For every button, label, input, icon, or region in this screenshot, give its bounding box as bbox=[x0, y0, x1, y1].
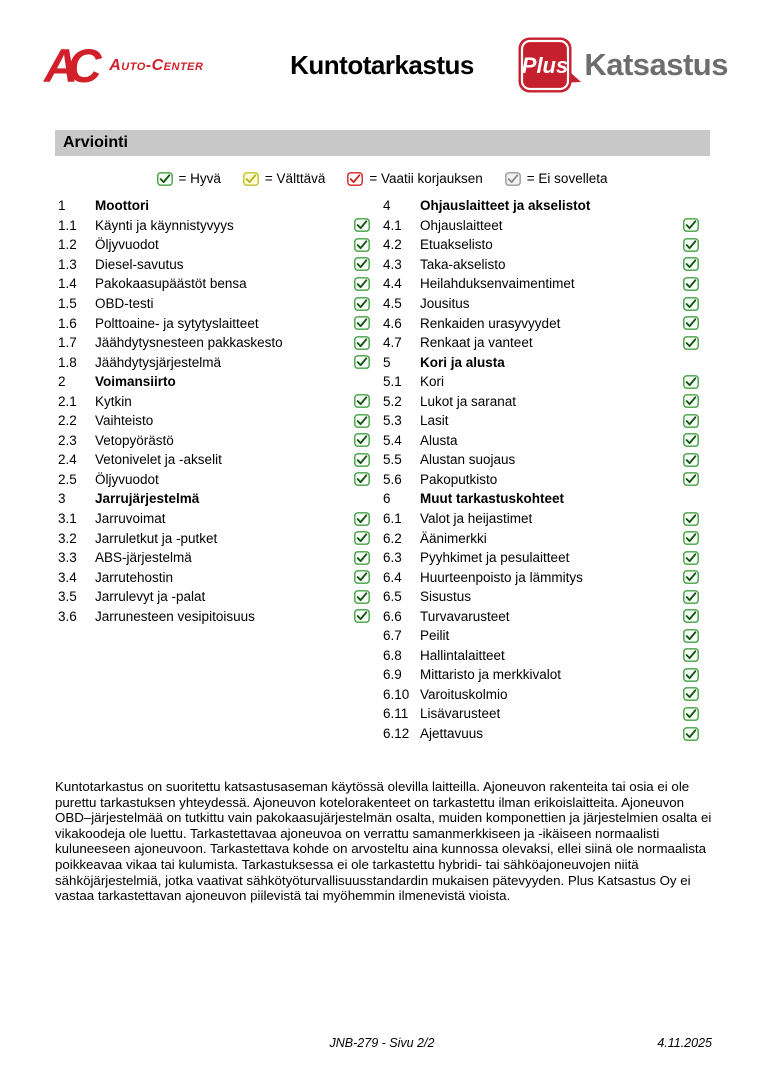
item-label: Lasit bbox=[420, 413, 449, 429]
item-number: 4.3 bbox=[383, 256, 402, 272]
item-label: Jarrulevyt ja -palat bbox=[95, 589, 206, 605]
item-number: 6.3 bbox=[383, 550, 402, 566]
checklist-row bbox=[58, 313, 370, 333]
item-label: Kytkin bbox=[95, 393, 132, 409]
checklist-row bbox=[383, 411, 699, 431]
check-icon-good bbox=[683, 277, 699, 291]
item-number: 6.5 bbox=[383, 589, 402, 605]
footer-page-reference: JNB-279 - Sivu 2/2 bbox=[329, 1036, 435, 1050]
item-number: 6.4 bbox=[383, 569, 402, 585]
item-label: Sisustus bbox=[420, 589, 472, 605]
item-number: 4.7 bbox=[383, 335, 402, 351]
checklist-row bbox=[58, 216, 370, 236]
item-label: Pakoputkisto bbox=[420, 471, 498, 487]
item-number: 3 bbox=[58, 491, 66, 507]
checklist-row bbox=[383, 274, 699, 294]
item-label: Pyyhkimet ja pesulaitteet bbox=[420, 550, 570, 566]
checklist-row bbox=[383, 646, 699, 666]
check-icon-na bbox=[505, 172, 521, 186]
item-label: Lisävarusteet bbox=[420, 706, 501, 722]
checklist-row bbox=[383, 235, 699, 255]
legend-label: = Hyvä bbox=[178, 171, 221, 186]
legend-item-fair bbox=[243, 171, 325, 186]
check-icon-good bbox=[683, 336, 699, 350]
item-label: Taka-akselisto bbox=[420, 256, 506, 272]
item-number: 1.7 bbox=[58, 335, 77, 351]
item-label: Vaihteisto bbox=[95, 413, 154, 429]
checklist-row bbox=[58, 333, 370, 353]
checklist-row bbox=[383, 567, 699, 587]
check-icon-good bbox=[354, 590, 370, 604]
katsastus-logo-text: Katsastus bbox=[584, 47, 728, 82]
item-number: 6.2 bbox=[383, 530, 402, 546]
auto-center-logo-mark: AC bbox=[44, 39, 92, 92]
item-label: Voimansiirto bbox=[95, 374, 176, 390]
check-icon-good bbox=[354, 218, 370, 232]
checklist-row bbox=[383, 587, 699, 607]
item-number: 6.6 bbox=[383, 608, 402, 624]
checklist-row bbox=[383, 470, 699, 490]
checklist-row bbox=[58, 509, 370, 529]
checklist-row bbox=[58, 567, 370, 587]
checklist-section-header bbox=[58, 372, 370, 392]
checklist-column-right bbox=[383, 196, 699, 743]
item-label: Turvavarusteet bbox=[420, 608, 510, 624]
checklist-row bbox=[58, 470, 370, 490]
item-number: 6.8 bbox=[383, 647, 402, 663]
check-icon-good bbox=[683, 375, 699, 389]
plus-badge-icon bbox=[517, 36, 583, 94]
checklist-row bbox=[58, 411, 370, 431]
check-icon-fair bbox=[243, 172, 259, 186]
checklist-row bbox=[383, 333, 699, 353]
check-icon-good bbox=[683, 257, 699, 271]
checklist-section-header bbox=[58, 489, 370, 509]
check-icon-good bbox=[683, 707, 699, 721]
checklist-row bbox=[383, 548, 699, 568]
check-icon-good bbox=[683, 453, 699, 467]
item-number: 1.4 bbox=[58, 276, 77, 292]
check-icon-good bbox=[683, 668, 699, 682]
item-label: Alustan suojaus bbox=[420, 452, 516, 468]
item-label: Moottori bbox=[95, 198, 149, 214]
check-icon-good bbox=[157, 172, 173, 186]
item-label: Hallintalaitteet bbox=[420, 647, 505, 663]
item-number: 1.2 bbox=[58, 237, 77, 253]
item-number: 5.3 bbox=[383, 413, 402, 429]
checklist-row bbox=[383, 450, 699, 470]
item-label: Öljyvuodot bbox=[95, 237, 159, 253]
item-number: 1 bbox=[58, 198, 66, 214]
item-number: 5.2 bbox=[383, 393, 402, 409]
checklist-column-left bbox=[58, 196, 370, 626]
checklist-row bbox=[383, 724, 699, 744]
check-icon-good bbox=[354, 609, 370, 623]
check-icon-good bbox=[683, 218, 699, 232]
item-label: Kori ja alusta bbox=[420, 354, 505, 370]
check-icon-good bbox=[354, 512, 370, 526]
item-number: 5.5 bbox=[383, 452, 402, 468]
item-number: 1.6 bbox=[58, 315, 77, 331]
item-label: Etuakselisto bbox=[420, 237, 493, 253]
check-icon-good bbox=[683, 551, 699, 565]
item-label: Vetopyörästö bbox=[95, 432, 174, 448]
checklist-row bbox=[383, 294, 699, 314]
item-label: Jäähdytysjärjestelmä bbox=[95, 354, 222, 370]
check-icon-good bbox=[683, 648, 699, 662]
checklist-row bbox=[58, 548, 370, 568]
check-icon-good bbox=[354, 433, 370, 447]
item-label: Jarrunesteen vesipitoisuus bbox=[95, 608, 255, 624]
check-icon-repair bbox=[347, 172, 363, 186]
checklist-row bbox=[58, 528, 370, 548]
check-icon-good bbox=[354, 570, 370, 584]
item-label: Peilit bbox=[420, 628, 450, 644]
item-label: Äänimerkki bbox=[420, 530, 487, 546]
item-label: Ohjauslaitteet bbox=[420, 217, 503, 233]
item-label: Kori bbox=[420, 374, 445, 390]
item-label: Renkaiden urasyvyydet bbox=[420, 315, 561, 331]
check-icon-good bbox=[354, 414, 370, 428]
plus-katsastus-logo bbox=[517, 36, 728, 94]
item-number: 3.3 bbox=[58, 550, 77, 566]
check-icon-good bbox=[683, 238, 699, 252]
check-icon-good bbox=[354, 472, 370, 486]
checklist-row bbox=[383, 606, 699, 626]
check-icon-good bbox=[683, 414, 699, 428]
item-label: Varoituskolmio bbox=[420, 686, 508, 702]
checklist-row bbox=[58, 235, 370, 255]
item-number: 2.5 bbox=[58, 471, 77, 487]
item-label: Käynti ja käynnistyvyys bbox=[95, 217, 234, 233]
legend-item-na bbox=[505, 171, 608, 186]
checklist-row bbox=[383, 685, 699, 705]
check-icon-good bbox=[683, 590, 699, 604]
plus-badge-text: Plus bbox=[522, 53, 569, 78]
checklist-row bbox=[383, 528, 699, 548]
item-label: Heilahduksenvaimentimet bbox=[420, 276, 575, 292]
item-label: ABS-järjestelmä bbox=[95, 550, 192, 566]
check-icon-good bbox=[354, 238, 370, 252]
item-label: Jousitus bbox=[420, 296, 470, 311]
page-title: Kuntotarkastus bbox=[290, 50, 474, 80]
item-label: Jarrutehostin bbox=[95, 569, 174, 585]
item-label: Huurteenpoisto ja lämmitys bbox=[420, 569, 583, 585]
check-icon-good bbox=[683, 297, 699, 311]
item-number: 4.6 bbox=[383, 315, 402, 331]
check-icon-good bbox=[683, 316, 699, 330]
item-label: Muut tarkastuskohteet bbox=[420, 491, 565, 507]
checklist-row bbox=[383, 372, 699, 392]
item-label: Diesel-savutus bbox=[95, 256, 184, 272]
item-number: 3.1 bbox=[58, 511, 77, 527]
check-icon-good bbox=[354, 531, 370, 545]
checklist-row bbox=[58, 294, 370, 314]
checklist-row bbox=[383, 431, 699, 451]
item-number: 5 bbox=[383, 354, 391, 370]
item-label: Jäähdytysnesteen pakkaskesto bbox=[95, 335, 283, 351]
legend-label: = Vaatii korjauksen bbox=[369, 171, 483, 186]
item-label: Polttoaine- ja sytytyslaitteet bbox=[95, 315, 259, 331]
checklist-section-header bbox=[58, 196, 370, 216]
check-icon-good bbox=[354, 297, 370, 311]
checklist-row bbox=[58, 450, 370, 470]
item-number: 5.1 bbox=[383, 374, 402, 390]
check-icon-good bbox=[683, 512, 699, 526]
status-legend bbox=[0, 171, 764, 186]
checklist-row bbox=[58, 606, 370, 626]
item-label: Vetonivelet ja -akselit bbox=[95, 452, 222, 468]
legend-item-good bbox=[157, 171, 221, 186]
check-icon-good bbox=[354, 316, 370, 330]
item-number: 6.1 bbox=[383, 511, 402, 527]
item-number: 2 bbox=[58, 374, 66, 390]
item-label: Pakokaasupäästöt bensa bbox=[95, 276, 247, 292]
item-number: 5.6 bbox=[383, 471, 402, 487]
check-icon-good bbox=[354, 394, 370, 408]
checklist-section-header bbox=[383, 489, 699, 509]
legend-item-repair bbox=[347, 171, 482, 186]
item-number: 4.2 bbox=[383, 237, 402, 253]
checklist-row bbox=[58, 391, 370, 411]
item-number: 6 bbox=[383, 491, 391, 507]
item-number: 6.7 bbox=[383, 628, 402, 644]
item-number: 3.2 bbox=[58, 530, 77, 546]
item-number: 1.1 bbox=[58, 217, 77, 233]
item-label: Jarruletkut ja -putket bbox=[95, 530, 218, 546]
item-label: Mittaristo ja merkkivalot bbox=[420, 667, 562, 683]
checklist-row bbox=[58, 431, 370, 451]
item-number: 1.3 bbox=[58, 256, 77, 272]
item-label: Jarrujärjestelmä bbox=[95, 491, 200, 507]
checklist-section-header bbox=[383, 196, 699, 216]
checklist-row bbox=[383, 626, 699, 646]
legend-label: = Ei sovelleta bbox=[526, 171, 608, 186]
footer-date: 4.11.2025 bbox=[657, 1036, 712, 1050]
checklist-row bbox=[383, 704, 699, 724]
checklist-row bbox=[383, 255, 699, 275]
auto-center-logo-text: Auto-Center bbox=[109, 56, 204, 74]
item-number: 2.4 bbox=[58, 452, 77, 468]
check-icon-good bbox=[354, 336, 370, 350]
item-number: 4 bbox=[383, 198, 391, 214]
check-icon-good bbox=[683, 609, 699, 623]
checklist-row bbox=[58, 352, 370, 372]
item-number: 6.11 bbox=[383, 706, 409, 722]
check-icon-good bbox=[354, 551, 370, 565]
item-number: 5.4 bbox=[383, 432, 402, 448]
item-number: 3.6 bbox=[58, 608, 77, 624]
checklist-row bbox=[383, 391, 699, 411]
check-icon-good bbox=[354, 355, 370, 369]
item-number: 6.9 bbox=[383, 667, 402, 683]
item-label: Öljyvuodot bbox=[95, 471, 159, 487]
check-icon-good bbox=[354, 453, 370, 467]
item-label: Jarruvoimat bbox=[95, 511, 166, 527]
item-label: Renkaat ja vanteet bbox=[420, 335, 533, 351]
checklist-row bbox=[58, 274, 370, 294]
item-label: OBD-testi bbox=[95, 296, 154, 311]
item-number: 4.4 bbox=[383, 276, 402, 292]
checklist-row bbox=[383, 313, 699, 333]
item-number: 6.10 bbox=[383, 686, 410, 702]
check-icon-good bbox=[683, 394, 699, 408]
legend-label: = Välttävä bbox=[264, 171, 326, 186]
checklist-row bbox=[58, 587, 370, 607]
item-number: 4.5 bbox=[383, 296, 402, 311]
checklist-row bbox=[58, 255, 370, 275]
check-icon-good bbox=[683, 472, 699, 486]
item-label: Alusta bbox=[420, 432, 458, 448]
item-label: Ajettavuus bbox=[420, 726, 484, 742]
item-label: Valot ja heijastimet bbox=[420, 511, 533, 527]
item-label: Lukot ja saranat bbox=[420, 393, 517, 409]
check-icon-good bbox=[683, 531, 699, 545]
check-icon-good bbox=[683, 629, 699, 643]
item-number: 4.1 bbox=[383, 217, 402, 233]
check-icon-good bbox=[683, 727, 699, 741]
checklist-row bbox=[383, 509, 699, 529]
check-icon-good bbox=[354, 257, 370, 271]
item-number: 2.1 bbox=[58, 393, 77, 409]
item-number: 6.12 bbox=[383, 726, 410, 742]
item-number: 1.5 bbox=[58, 296, 77, 311]
check-icon-good bbox=[683, 687, 699, 701]
check-icon-good bbox=[683, 433, 699, 447]
check-icon-good bbox=[354, 277, 370, 291]
disclaimer-text: Kuntotarkastus on suoritettu katsastusaseman käytössä olevilla laitteilla. Ajoneuvon rakenteita tai osia ei ole purettu tarkastuksen yhteydessä. Ajoneuvon kotelorakenteet on tarkastettu ilman erikoislaitteita. Ajoneuvon OBD–järjestelmää on tutkittu vain pakokaasujärjestelmän osalta, muiden komponettien ja järjestelmien osalta ei vikakoodeja ole luettu. Tarkastettavaa ajoneuvoa on verrattu samanmerkkiseen ja -ikäiseen normaalisti kuluneeseen ajoneuvoon. Tarkastettava kohde on arvosteltu aina kunnossa olevaksi, ellei siinä ole normaalista poikkeavaa vikaa tai kulumista. Tarkastuksessa ei ole tarkastettu hybridi- tai sähköajoneuvojen niitä sähköjärjestelmiä, jotka vaativat sähkötyöturvallisuusstandardin mukaisen pätevyyden. Plus Katsastus Oy ei vastaa tarkastettavan ajoneuvon piilevistä tai myöhemmin ilmenevistä vioista. bbox=[55, 779, 712, 904]
item-number: 3.5 bbox=[58, 589, 77, 605]
item-number: 2.3 bbox=[58, 432, 77, 448]
check-icon-good bbox=[683, 570, 699, 584]
checklist-section-header bbox=[383, 352, 699, 372]
checklist-row bbox=[383, 216, 699, 236]
item-label: Ohjauslaitteet ja akselistot bbox=[420, 198, 591, 214]
checklist-row bbox=[383, 665, 699, 685]
item-number: 1.8 bbox=[58, 354, 77, 370]
item-number: 2.2 bbox=[58, 413, 77, 429]
section-heading-arviointi: Arviointi bbox=[55, 130, 710, 156]
item-number: 3.4 bbox=[58, 569, 77, 585]
